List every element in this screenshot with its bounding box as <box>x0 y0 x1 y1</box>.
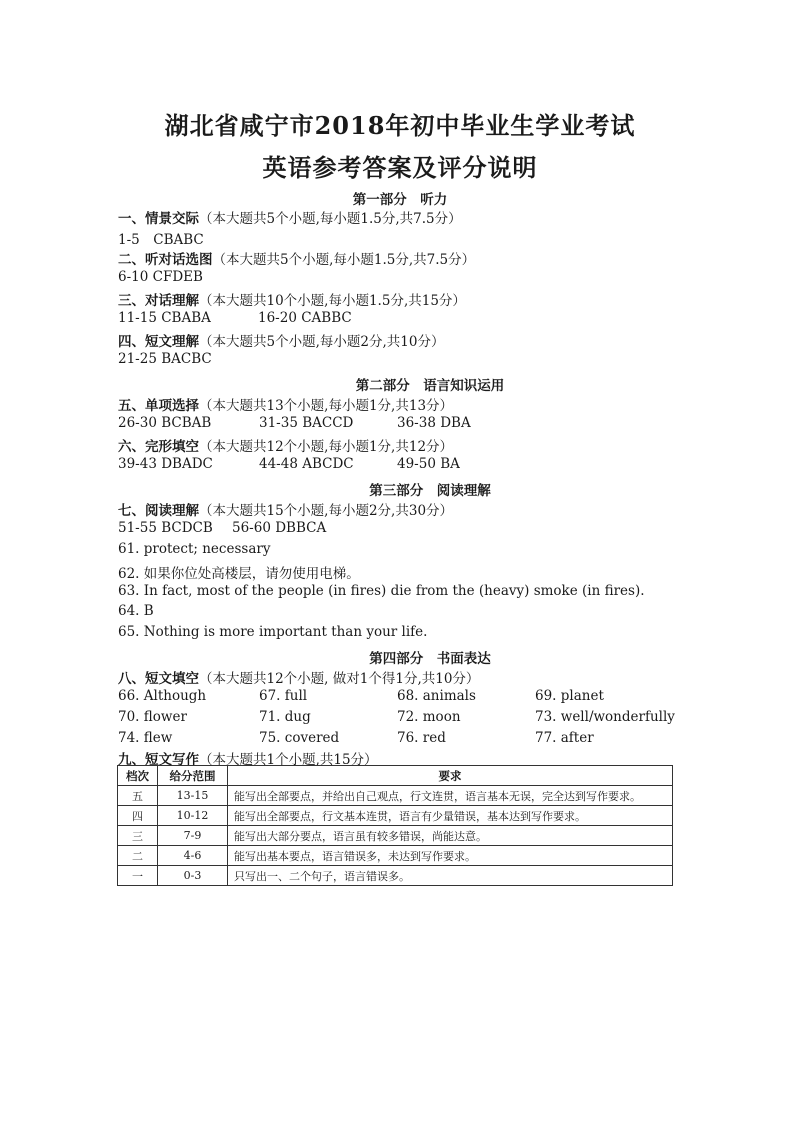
section-5-desc: （本大题共13个小题,每小题1分,共13分） <box>199 398 454 414</box>
section-6-title: 六、完形填空 <box>118 439 199 455</box>
answer-21-25: 21-25 BACBC <box>118 351 212 367</box>
grading-requirement: 只写出一、二个句子，语言错误多。 <box>228 866 673 886</box>
grading-level: 四 <box>118 806 158 826</box>
fill-answer: 67. full <box>259 688 308 704</box>
answer-31-35: 31-35 BACCD <box>259 415 354 431</box>
grading-header-level: 档次 <box>118 766 158 786</box>
section-6 <box>118 435 453 455</box>
grading-range: 10-12 <box>158 806 228 826</box>
answer-51-55: 51-55 BCDCB <box>118 520 213 536</box>
section-7-desc: （本大题共15个小题,每小题2分,共30分） <box>199 503 454 519</box>
section-2 <box>118 248 475 268</box>
answer-65: 65. Nothing is more important than your life. <box>118 624 428 640</box>
grading-range: 4-6 <box>158 846 228 866</box>
section-3-title: 三、对话理解 <box>118 293 199 309</box>
grading-header-row <box>118 766 673 786</box>
answer-1-5: 1-5 CBABC <box>118 232 204 248</box>
document-title: 湖北省咸宁市2018年初中毕业生学业考试 <box>164 111 636 140</box>
grading-range: 7-9 <box>158 826 228 846</box>
section-1 <box>118 207 462 227</box>
part-4-heading: 第四部分 书面表达 <box>369 651 491 667</box>
answer-56-60: 56-60 DBBCA <box>232 520 327 536</box>
answer-11-15: 11-15 CBABA <box>118 310 211 326</box>
section-8-desc: （本大题共12个小题, 做对1个得1分,共10分） <box>199 671 480 687</box>
grading-level: 五 <box>118 786 158 806</box>
fill-answer: 77. after <box>535 730 594 746</box>
section-5-title: 五、单项选择 <box>118 398 199 414</box>
table-row <box>118 786 673 806</box>
grading-requirement: 能写出全部要点，行文基本连贯，语言有少量错误，基本达到写作要求。 <box>228 806 673 826</box>
table-row <box>118 866 673 886</box>
section-4 <box>118 330 444 350</box>
section-9-desc: （本大题共1个小题,共15分） <box>199 752 378 768</box>
section-2-title: 二、听对话选图 <box>118 252 213 268</box>
fill-answer: 72. moon <box>397 709 461 725</box>
answer-16-20: 16-20 CABBC <box>258 310 352 326</box>
answer-6-10: 6-10 CFDEB <box>118 269 203 285</box>
part-3-heading: 第三部分 阅读理解 <box>369 483 491 499</box>
part-2-heading: 第二部分 语言知识运用 <box>355 378 505 394</box>
grading-level: 三 <box>118 826 158 846</box>
section-8-title: 八、短文填空 <box>118 671 199 687</box>
answer-61: 61. protect; necessary <box>118 541 271 557</box>
grading-requirement: 能写出全部要点，并给出自己观点，行文连贯，语言基本无误，完全达到写作要求。 <box>228 786 673 806</box>
grading-range: 13-15 <box>158 786 228 806</box>
table-row <box>118 826 673 846</box>
section-1-desc: （本大题共5个小题,每小题1.5分,共7.5分） <box>199 211 462 227</box>
fill-answer: 75. covered <box>259 730 340 746</box>
section-4-title: 四、短文理解 <box>118 334 199 350</box>
section-3-desc: （本大题共10个小题,每小题1.5分,共15分） <box>199 293 466 309</box>
answer-64: 64. B <box>118 603 154 619</box>
grading-level: 一 <box>118 866 158 886</box>
section-6-desc: （本大题共12个小题,每小题1分,共12分） <box>199 439 454 455</box>
fill-answer: 71. dug <box>259 709 311 725</box>
grading-requirement: 能写出大部分要点，语言虽有较多错误，尚能达意。 <box>228 826 673 846</box>
grading-requirement: 能写出基本要点，语言错误多，未达到写作要求。 <box>228 846 673 866</box>
fill-answer: 73. well/wonderfully <box>535 709 675 725</box>
answer-36-38: 36-38 DBA <box>397 415 471 431</box>
fill-answer: 76. red <box>397 730 446 746</box>
grading-range: 0-3 <box>158 866 228 886</box>
document-subtitle: 英语参考答案及评分说明 <box>262 153 538 182</box>
section-3 <box>118 289 466 309</box>
section-1-title: 一、情景交际 <box>118 211 199 227</box>
answer-26-30: 26-30 BCBAB <box>118 415 212 431</box>
grading-level: 二 <box>118 846 158 866</box>
answer-44-48: 44-48 ABCDC <box>259 456 354 472</box>
answer-39-43: 39-43 DBADC <box>118 456 213 472</box>
section-4-desc: （本大题共5个小题,每小题2分,共10分） <box>199 334 445 350</box>
fill-answer: 74. flew <box>118 730 173 746</box>
part-1-heading: 第一部分 听力 <box>352 192 448 208</box>
answer-49-50: 49-50 BA <box>397 456 460 472</box>
fill-answer: 70. flower <box>118 709 187 725</box>
grading-header-requirement: 要求 <box>228 766 673 786</box>
section-7 <box>118 499 453 519</box>
fill-answer: 69. planet <box>535 688 604 704</box>
table-row <box>118 806 673 826</box>
answer-62: 62. 如果你位处高楼层，请勿使用电梯。 <box>118 566 360 582</box>
answer-63: 63. In fact, most of the people (in fires) die from the (heavy) smoke (in fires). <box>118 583 645 599</box>
section-7-title: 七、阅读理解 <box>118 503 199 519</box>
section-5 <box>118 394 453 414</box>
section-8 <box>118 667 479 687</box>
fill-answer: 66. Although <box>118 688 207 704</box>
grading-table <box>117 765 673 886</box>
fill-answer: 68. animals <box>397 688 476 704</box>
grading-header-range: 给分范围 <box>158 766 228 786</box>
table-row <box>118 846 673 866</box>
section-9-title: 九、短文写作 <box>118 752 199 768</box>
section-2-desc: （本大题共5个小题,每小题1.5分,共7.5分） <box>212 252 476 268</box>
